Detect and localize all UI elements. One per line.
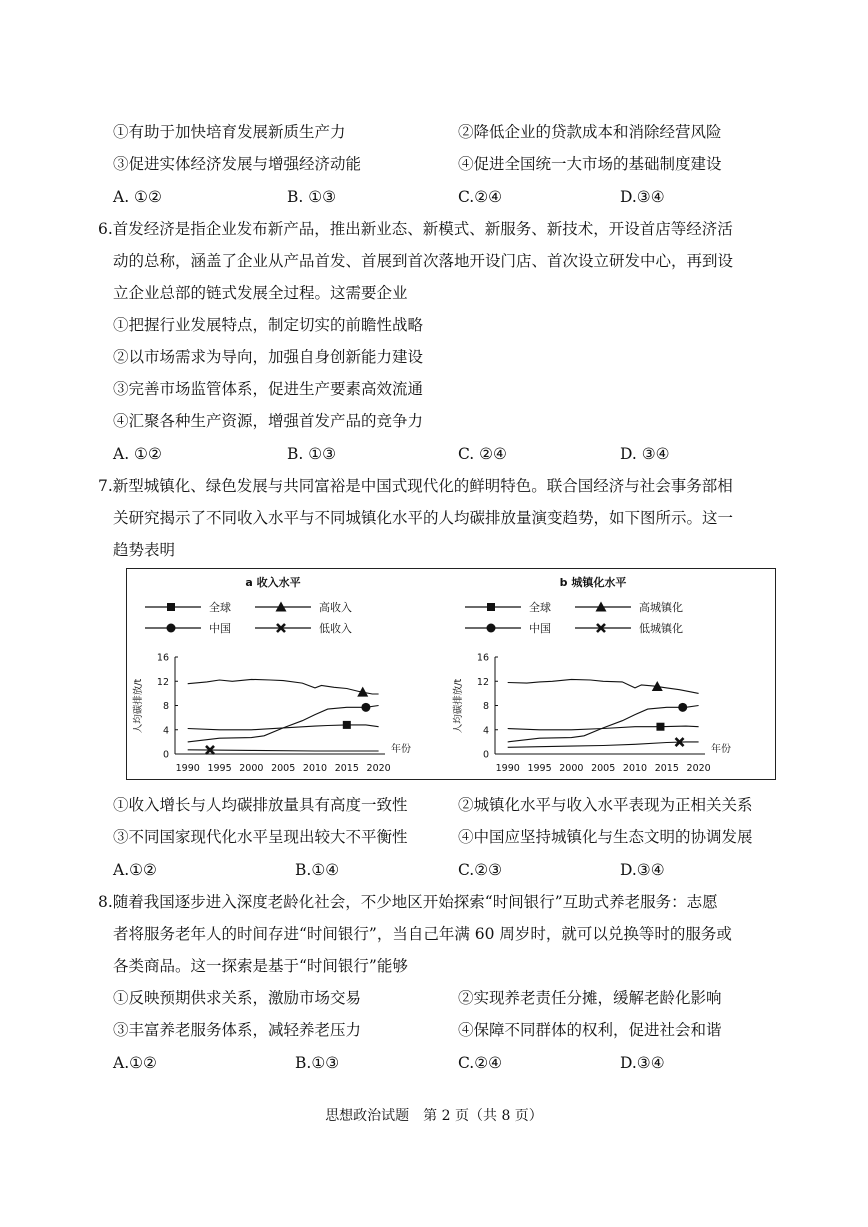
legend-marker-circle [487,624,496,633]
q5-option-a: A. ①② [113,188,162,206]
q6-stem-line-2: 动的总称，涵盖了企业从产品首发、首展到首次落地开设门店、首次设立研发中心，再到设 [113,252,734,270]
q6-statement-3: ③完善市场监管体系，促进生产要素高效流通 [113,380,424,398]
q6-option-a: A. ①② [113,445,162,463]
q8-option-a: A.①② [113,1054,157,1072]
y-tick-label: 16 [156,652,169,664]
q5-statement-3: ③促进实体经济发展与增强经济动能 [113,155,362,173]
x-axis-label: 年份 [711,744,731,755]
q8-stem-line-3: 各类商品。这一探索是基于“时间银行”能够 [113,957,408,975]
x-tick-label: 2005 [271,763,296,774]
q6-option-d: D. ③④ [620,445,670,463]
q5-option-b: B. ①③ [287,188,337,206]
x-tick-label: 1995 [207,763,232,774]
q5-option-c: C.②④ [458,188,503,206]
legend-label: 中国 [529,622,551,635]
legend-label: 低城镇化 [639,622,683,635]
legend-label: 低收入 [319,622,352,635]
q7-option-b: B.①④ [295,861,340,879]
q6-statement-2: ②以市场需求为导向，加强自身创新能力建设 [113,348,424,366]
page-footer: 思想政治试题 第 2 页（共 8 页） [325,1108,543,1124]
y-axis-label: 人均碳排放/t [453,678,464,734]
x-tick-label: 1990 [175,763,200,774]
legend-marker-circle [167,624,176,633]
y-tick-label: 4 [482,725,489,737]
q6-option-b: B. ①③ [287,445,337,463]
q5-statement-1: ①有助于加快培育发展新质生产力 [113,123,346,141]
q8-option-c: C.②④ [458,1054,503,1072]
carbon-emission-charts [127,569,774,778]
q8-statement-3: ③丰富养老服务体系，减轻养老压力 [113,1021,362,1039]
chart-title: b 城镇化水平 [559,576,627,589]
x-tick-label: 2015 [334,763,359,774]
q7-statement-4: ④中国应坚持城镇化与生态文明的协调发展 [458,828,753,846]
y-tick-label: 0 [162,749,169,761]
q8-option-d: D.③④ [620,1054,665,1072]
q5-statement-2: ②降低企业的贷款成本和消除经营风险 [458,123,722,141]
q7-stem-line-2: 关研究揭示了不同收入水平与不同城镇化水平的人均碳排放量演变趋势，如下图所示。这一 [113,509,734,527]
y-tick-label: 4 [162,725,169,737]
q6-stem-line-3: 立企业总部的链式发展全过程。这需要企业 [113,284,408,302]
q7-option-d: D.③④ [620,861,665,879]
series-line [188,750,379,751]
q7-statement-1: ①收入增长与人均碳排放量具有高度一致性 [113,796,408,814]
legend-label: 全球 [529,601,551,614]
y-tick-label: 12 [476,676,489,688]
chart-title: a 收入水平 [245,576,301,589]
x-tick-label: 2010 [302,763,328,774]
q8-stem-line-2: 者将服务老年人的时间存进“时间银行”，当自己年满 60 周岁时，就可以兑换等时的服务或 [113,925,732,943]
q6-stem-line-1: 6.首发经济是指企业发布新产品，推出新业态、新模式、新服务、新技术，开设首店等经济活 [98,220,733,238]
q7-option-c: C.②③ [458,861,503,879]
q8-statement-4: ④保障不同群体的权利，促进社会和谐 [458,1021,722,1039]
series-marker-square [343,721,351,729]
x-tick-label: 2020 [686,763,711,774]
y-axis-label: 人均碳排放/t [133,678,144,734]
y-tick-label: 8 [162,701,169,712]
x-tick-label: 2000 [559,763,584,774]
x-tick-label: 2000 [239,763,264,774]
series-marker-circle [678,703,687,712]
q7-statement-2: ②城镇化水平与收入水平表现为正相关关系 [458,796,753,814]
series-line [188,679,379,694]
legend-marker-square [487,603,495,611]
legend-label: 中国 [209,622,231,635]
series-marker-square [656,723,664,731]
series-line [508,742,699,747]
q8-statement-1: ①反映预期供求关系，激励市场交易 [113,989,362,1007]
y-tick-label: 16 [476,652,489,664]
y-tick-label: 12 [156,676,169,688]
q6-option-c: C. ②④ [458,445,507,463]
series-line [508,679,699,693]
legend-marker-square [167,603,175,611]
y-tick-label: 0 [482,749,489,761]
legend-label: 全球 [209,601,231,614]
q5-option-d: D.③④ [620,188,665,206]
legend-label: 高城镇化 [639,601,683,614]
x-tick-label: 2005 [591,763,616,774]
y-tick-label: 8 [482,701,489,712]
q6-statement-1: ①把握行业发展特点，制定切实的前瞻性战略 [113,316,424,334]
series-line [508,706,699,742]
x-axis-label: 年份 [391,744,411,755]
q8-option-b: B.①③ [295,1054,340,1072]
x-tick-label: 1995 [527,763,552,774]
q6-statement-4: ④汇聚各种生产资源，增强首发产品的竞争力 [113,412,424,430]
q8-stem-line-1: 8.随着我国逐步进入深度老龄化社会，不少地区开始探索“时间银行”互助式养老服务：志愿 [98,893,718,911]
q7-option-a: A.①② [113,861,157,879]
legend-label: 高收入 [319,601,352,614]
x-tick-label: 1990 [495,763,520,774]
q5-statement-4: ④促进全国统一大市场的基础制度建设 [458,155,722,173]
carbon-emission-figure [126,568,776,780]
q8-statement-2: ②实现养老责任分摊，缓解老龄化影响 [458,989,722,1007]
q7-stem-line-1: 7.新型城镇化、绿色发展与共同富裕是中国式现代化的鲜明特色。联合国经济与社会事务部相 [98,477,733,495]
q7-statement-3: ③不同国家现代化水平呈现出较大不平衡性 [113,828,408,846]
x-tick-label: 2010 [622,763,648,774]
x-tick-label: 2015 [654,763,679,774]
q7-stem-line-3: 趋势表明 [113,541,176,559]
series-marker-circle [361,703,370,712]
x-tick-label: 2020 [366,763,391,774]
